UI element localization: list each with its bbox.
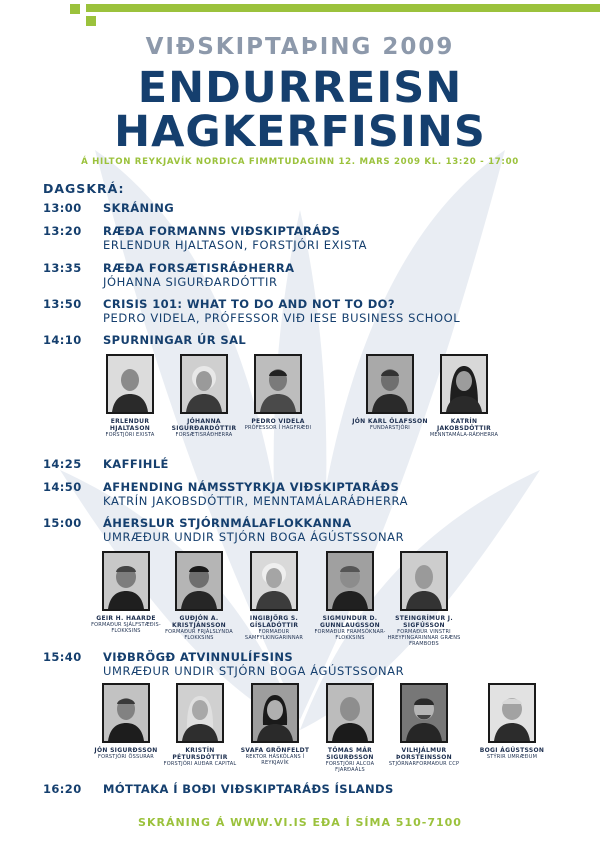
agenda-title: ÁHERSLUR STJÓRNMÁLAFLOKKANNA <box>103 516 352 530</box>
agenda-subtitle: UMRÆÐUR UNDIR STJÓRN BOGA ÁGÚSTSSONAR <box>103 530 405 544</box>
agenda-title: CRISIS 101: WHAT TO DO AND NOT TO DO? <box>103 297 395 311</box>
speaker-name: PEDRO VIDELA <box>251 418 305 425</box>
speaker-role: FORSÆTISRÁÐHERRA <box>175 432 233 438</box>
portrait-photo <box>175 551 223 611</box>
venue-line: Á HILTON REYKJAVÍK NORDICA FIMMTUDAGINN 12. MARS 2009 KL. 13:20 - 17:00 <box>81 157 519 167</box>
agenda-time: 15:00 <box>43 516 82 530</box>
speaker-name: ERLENDUR HJALTASON <box>109 418 151 432</box>
agenda-time: 14:50 <box>43 480 82 494</box>
green-square <box>70 4 80 14</box>
speaker-name: INGIBJÖRG S. GÍSLADÓTTIR <box>249 615 299 629</box>
speaker-card <box>312 551 388 641</box>
speaker-role: FORSTJÓRI ÖSSURAR <box>98 754 154 760</box>
speaker-card <box>166 354 242 438</box>
agenda-time: 13:35 <box>43 261 82 275</box>
speaker-card <box>474 683 550 760</box>
speaker-role: FORMAÐUR SJÁLFSTÆÐIS-FLOKKSINS <box>91 622 161 634</box>
speaker-name: STEINGRÍMUR J. SIGFÚSSON <box>395 615 453 629</box>
agenda-time: 14:10 <box>43 333 82 347</box>
speaker-role: STÝRIR UMRÆÐUM <box>486 754 538 760</box>
speaker-role: PRÓFESSOR Í HAGFRÆÐI <box>244 425 312 431</box>
agenda-title: RÆÐA FORSÆTISRÁÐHERRA <box>103 261 295 275</box>
speaker-name: SIGMUNDUR D. GUNNLAUGSSON <box>319 615 380 629</box>
agenda-time: 14:25 <box>43 457 82 471</box>
agenda-subtitle: JÓHANNA SIGURÐARDÓTTIR <box>103 275 278 289</box>
top-green-bar <box>86 4 600 12</box>
speaker-card <box>236 551 312 641</box>
agenda-title: KAFFIHLÉ <box>103 457 169 471</box>
speaker-card <box>240 354 316 431</box>
portrait-photo <box>106 354 154 414</box>
title-line-1: ENDURREISN <box>137 63 463 113</box>
portrait-photo <box>440 354 488 414</box>
portrait-photo <box>102 551 150 611</box>
portrait-photo <box>326 551 374 611</box>
portrait-photo <box>251 683 299 743</box>
speaker-card <box>92 354 168 438</box>
speaker-card <box>426 354 502 438</box>
speaker-card <box>161 551 237 641</box>
speaker-role: FORMAÐUR FRJÁLSLYNDA FLOKKSINS <box>165 629 233 641</box>
speaker-name: JÓHANNA SIGURÐARDÓTTIR <box>171 418 237 432</box>
agenda-heading: DAGSKRÁ: <box>43 181 125 196</box>
speaker-name: JÓN SIGURÐSSON <box>94 747 158 754</box>
speaker-name: SVAFA GRÖNFELDT <box>240 747 310 754</box>
speaker-card <box>352 354 428 431</box>
speaker-role: MENNTAMÁLA-RÁÐHERRA <box>429 432 499 438</box>
speaker-role: FORSTJÓRI ALCOA FJARÐAÁLS <box>325 761 375 773</box>
portrait-photo <box>254 354 302 414</box>
agenda-title: VIÐBRÖGÐ ATVINNULÍFSINS <box>103 650 294 664</box>
agenda-title: SPURNINGAR ÚR SAL <box>103 333 247 347</box>
speaker-card <box>312 683 388 773</box>
title-line-2: HAGKERFISINS <box>114 107 486 157</box>
speaker-role: REKTOR HÁSKÓLANS Í REYKJAVÍK <box>245 754 305 766</box>
speaker-card <box>88 683 164 760</box>
agenda-subtitle: PEDRO VIDELA, PRÓFESSOR VIÐ IESE BUSINESS SCHOOL <box>103 311 461 325</box>
agenda-title: MÓTTAKA Í BOÐI VIÐSKIPTARÁÐS ÍSLANDS <box>103 782 394 796</box>
event-name: VIÐSKIPTAÞING 2009 <box>145 34 455 60</box>
portrait-photo <box>176 683 224 743</box>
speaker-card <box>386 683 462 767</box>
agenda-title: AFHENDING NÁMSSTYRKJA VIÐSKIPTARÁÐS <box>103 480 400 494</box>
speaker-name: BOGI ÁGÚSTSSON <box>479 747 545 754</box>
portrait-photo <box>488 683 536 743</box>
speaker-card <box>162 683 238 767</box>
speaker-name: TÓMAS MÁR SIGURÐSSON <box>326 747 374 761</box>
portrait-photo <box>326 683 374 743</box>
speaker-role: FORMAÐUR VINSTRI HREYFINGARINNAR GRÆNS FRAMBOÐS <box>387 629 461 647</box>
agenda-time: 13:00 <box>43 201 82 215</box>
speaker-name: VILHJÁLMUR ÞORSTEINSSON <box>395 747 452 761</box>
speaker-name: KATRÍN JAKOBSDÓTTIR <box>436 418 492 432</box>
portrait-photo <box>400 683 448 743</box>
speaker-name: JÓN KARL ÓLAFSSON <box>352 418 428 425</box>
agenda-subtitle: UMRÆÐUR UNDIR STJÓRN BOGA ÁGÚSTSSONAR <box>103 664 405 678</box>
agenda-title: RÆÐA FORMANNS VIÐSKIPTARÁÐS <box>103 224 341 238</box>
portrait-photo <box>400 551 448 611</box>
speaker-card <box>88 551 164 634</box>
registration-footer: SKRÁNING Á WWW.VI.IS EÐA Í SÍMA 510-7100 <box>138 816 462 829</box>
agenda-time: 13:20 <box>43 224 82 238</box>
agenda-subtitle: ERLENDUR HJALTASON, FORSTJÓRI EXISTA <box>103 238 368 252</box>
portrait-photo <box>102 683 150 743</box>
green-square <box>86 16 96 26</box>
speaker-role: STJÓRNARFORMAÐUR CCP <box>388 761 460 767</box>
agenda-title: SKRÁNING <box>103 201 175 215</box>
speaker-name: GEIR H. HAARDE <box>96 615 156 622</box>
speaker-role: FUNDARSTJÓRI <box>370 425 410 431</box>
speaker-role: FORMAÐUR SAMFYLKINGARINNAR <box>244 629 304 641</box>
agenda-time: 16:20 <box>43 782 82 796</box>
speaker-name: KRISTÍN PÉTURSDÓTTIR <box>172 747 228 761</box>
portrait-photo <box>366 354 414 414</box>
agenda-time: 13:50 <box>43 297 82 311</box>
speaker-role: FORSTJÓRI AUÐAR CAPITAL <box>163 761 237 767</box>
speaker-role: FORMAÐUR FRAMSÓKNAR-FLOKKSINS <box>314 629 386 641</box>
portrait-photo <box>250 551 298 611</box>
speaker-role: FORSTJÓRI EXISTA <box>105 432 155 438</box>
speaker-card <box>386 551 462 647</box>
agenda-time: 15:40 <box>43 650 82 664</box>
speaker-name: GUÐJÓN A. KRISTJÁNSSON <box>172 615 226 629</box>
speaker-card <box>237 683 313 766</box>
agenda-subtitle: KATRÍN JAKOBSDÓTTIR, MENNTAMÁLARÁÐHERRA <box>103 494 409 508</box>
portrait-photo <box>180 354 228 414</box>
